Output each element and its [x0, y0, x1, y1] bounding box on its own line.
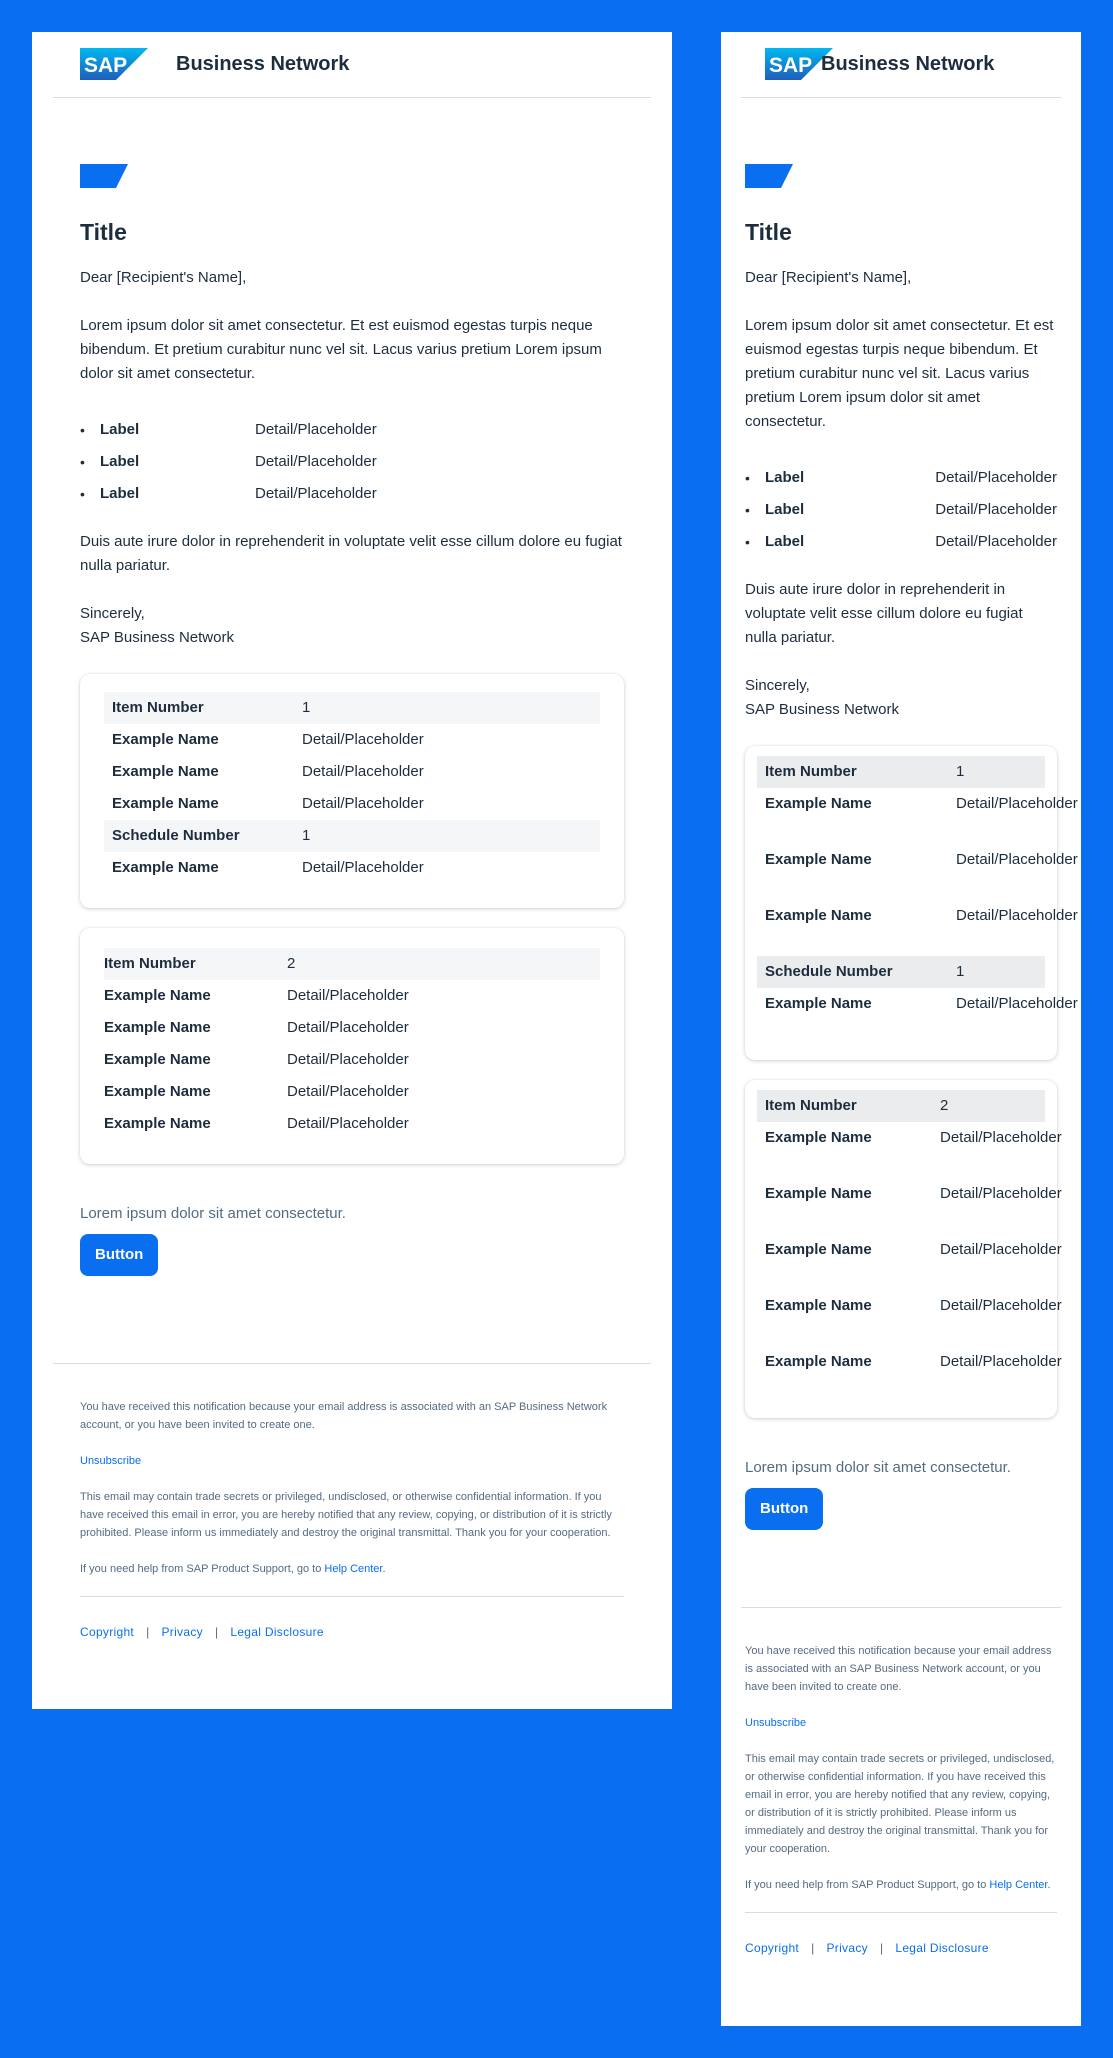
- signature: SAP Business Network: [745, 701, 899, 718]
- unsubscribe-link[interactable]: Unsubscribe: [80, 1455, 142, 1467]
- footer-rule: [745, 1912, 1057, 1913]
- signature: SAP Business Network: [80, 629, 234, 646]
- intro-paragraph: Lorem ipsum dolor sit amet consectetur. Et est euismod egestas turpis neque bibendum. Et pretium curabitur nunc vel sit. Lacus varius pretium Lorem ipsum dolor sit amet consectetur.: [745, 317, 1054, 430]
- help-text: If you need help from SAP Product Support, go to Help Center.: [80, 1563, 386, 1575]
- accent-shape: [80, 164, 128, 188]
- privacy-link[interactable]: Privacy: [826, 1941, 868, 1955]
- svg-text:SAP: SAP: [769, 54, 813, 77]
- accent-shape: [745, 164, 793, 188]
- list-item: • Label Detail/Placeholder: [745, 501, 1057, 518]
- brand-name: Business Network: [821, 53, 995, 75]
- email-title: Title: [745, 219, 792, 245]
- help-center-link[interactable]: Help Center: [324, 1563, 383, 1575]
- table-row: Example Name Detail/Placeholder: [765, 1129, 1062, 1146]
- table-row: Item Number 2: [104, 948, 600, 980]
- confidential-text: This email may contain trade secrets or privileged, undisclosed, or otherwise confidential information. If you have received this email in error, you are hereby notified that any review, copying, or distribution of it is strictly prohibited. Please inform us immediately and destroy the original transmittal. Thank you for your cooperation.: [80, 1491, 612, 1539]
- table-row: Example Name Detail/Placeholder: [112, 731, 424, 748]
- list-item: • Label Detail/Placeholder: [80, 453, 377, 470]
- closing: Sincerely,: [745, 677, 810, 694]
- table-row: Item Number 2: [757, 1090, 1045, 1122]
- primary-button[interactable]: Button: [745, 1488, 823, 1530]
- table-row: Example Name Detail/Placeholder: [765, 907, 1078, 924]
- footer-links: Copyright | Privacy | Legal Disclosure: [745, 1941, 989, 1955]
- table-row: Example Name Detail/Placeholder: [104, 1019, 409, 1036]
- table-row: Example Name Detail/Placeholder: [112, 859, 424, 876]
- privacy-link[interactable]: Privacy: [161, 1625, 203, 1639]
- table-row: Example Name Detail/Placeholder: [765, 1185, 1062, 1202]
- table-row: Example Name Detail/Placeholder: [765, 1297, 1062, 1314]
- table-row: Example Name Detail/Placeholder: [104, 1051, 409, 1068]
- list-item: • Label Detail/Placeholder: [80, 485, 377, 502]
- item-card-2: [745, 1080, 1062, 1418]
- body-paragraph: Duis aute irure dolor in reprehenderit in voluptate velit esse cillum dolore eu fugiat nulla pariatur.: [745, 581, 1023, 646]
- table-row: Example Name Detail/Placeholder: [765, 851, 1078, 868]
- confidential-text: This email may contain trade secrets or privileged, undisclosed, or otherwise confidential information. If you have received this email in error, you are hereby notified that any review, copying, or distribution of it is strictly prohibited. Please inform us immediately and destroy the original transmittal. Thank you for your cooperation.: [745, 1753, 1055, 1855]
- item-card-1: [80, 674, 624, 908]
- table-row: Item Number 1: [757, 756, 1045, 788]
- table-row: Example Name Detail/Placeholder: [104, 1083, 409, 1100]
- table-row: Example Name Detail/Placeholder: [112, 795, 424, 812]
- mobile-email-panel: [721, 32, 1081, 2026]
- body-paragraph: Duis aute irure dolor in reprehenderit in voluptate velit esse cillum dolore eu fugiat nulla pariatur.: [80, 533, 622, 574]
- table-row: Example Name Detail/Placeholder: [765, 995, 1078, 1012]
- table-row: Schedule Number 1: [757, 956, 1045, 988]
- email-header: [741, 32, 1061, 98]
- footer-divider: [741, 1607, 1061, 1608]
- help-text: If you need help from SAP Product Support, go to Help Center.: [745, 1879, 1051, 1891]
- help-center-link[interactable]: Help Center: [989, 1879, 1048, 1891]
- copyright-link[interactable]: Copyright: [80, 1625, 135, 1639]
- sap-logo: [80, 48, 148, 80]
- footer-rule: [80, 1596, 624, 1597]
- primary-button[interactable]: Button: [80, 1234, 158, 1276]
- legal-disclosure-link[interactable]: Legal Disclosure: [895, 1941, 989, 1955]
- email-footer: [80, 1398, 624, 1641]
- table-row: Example Name Detail/Placeholder: [112, 763, 424, 780]
- list-item: • Label Detail/Placeholder: [745, 469, 1057, 486]
- email-content: [80, 164, 624, 1276]
- table-row: Schedule Number 1: [104, 820, 600, 852]
- intro-paragraph: Lorem ipsum dolor sit amet consectetur. Et est euismod egestas turpis neque bibendum. Et pretium curabitur nunc vel sit. Lacus varius pretium Lorem ipsum dolor sit amet consectetur.: [80, 317, 602, 382]
- desktop-email-panel: [32, 32, 672, 1709]
- table-row: Item Number 1: [104, 692, 600, 724]
- svg-text:SAP: SAP: [84, 54, 128, 77]
- notice-text: You have received this notification because your email address is associated with an SAP Business Network account, or you have been invited to create one.: [745, 1645, 1052, 1693]
- item-card-2: [80, 928, 624, 1164]
- table-row: Example Name Detail/Placeholder: [765, 795, 1078, 812]
- item-card-1: [745, 746, 1078, 1060]
- detail-list: [745, 466, 1057, 562]
- footer-links: Copyright | Privacy | Legal Disclosure: [80, 1625, 324, 1639]
- table-row: Example Name Detail/Placeholder: [765, 1353, 1062, 1370]
- copyright-link[interactable]: Copyright: [745, 1941, 800, 1955]
- legal-disclosure-link[interactable]: Legal Disclosure: [230, 1625, 324, 1639]
- cta-text: Lorem ipsum dolor sit amet consectetur.: [80, 1205, 346, 1222]
- list-item: • Label Detail/Placeholder: [745, 533, 1057, 550]
- list-item: • Label Detail/Placeholder: [80, 421, 377, 438]
- cta-text: Lorem ipsum dolor sit amet consectetur.: [745, 1459, 1011, 1476]
- detail-list: [80, 418, 624, 514]
- unsubscribe-link[interactable]: Unsubscribe: [745, 1717, 807, 1729]
- brand-name: Business Network: [176, 53, 350, 75]
- footer-divider: [53, 1363, 651, 1364]
- email-title: Title: [80, 219, 127, 245]
- greeting: Dear [Recipient's Name],: [745, 269, 912, 286]
- closing: Sincerely,: [80, 605, 145, 622]
- table-row: Example Name Detail/Placeholder: [104, 1115, 409, 1132]
- email-header: [53, 32, 651, 98]
- greeting: Dear [Recipient's Name],: [80, 269, 247, 286]
- table-row: Example Name Detail/Placeholder: [104, 987, 409, 1004]
- table-row: Example Name Detail/Placeholder: [765, 1241, 1062, 1258]
- email-footer: [745, 1642, 1057, 1957]
- email-content: [745, 164, 1078, 1530]
- notice-text: You have received this notification because your email address is associated with an SAP Business Network account, or you have been invited to create one.: [80, 1401, 608, 1431]
